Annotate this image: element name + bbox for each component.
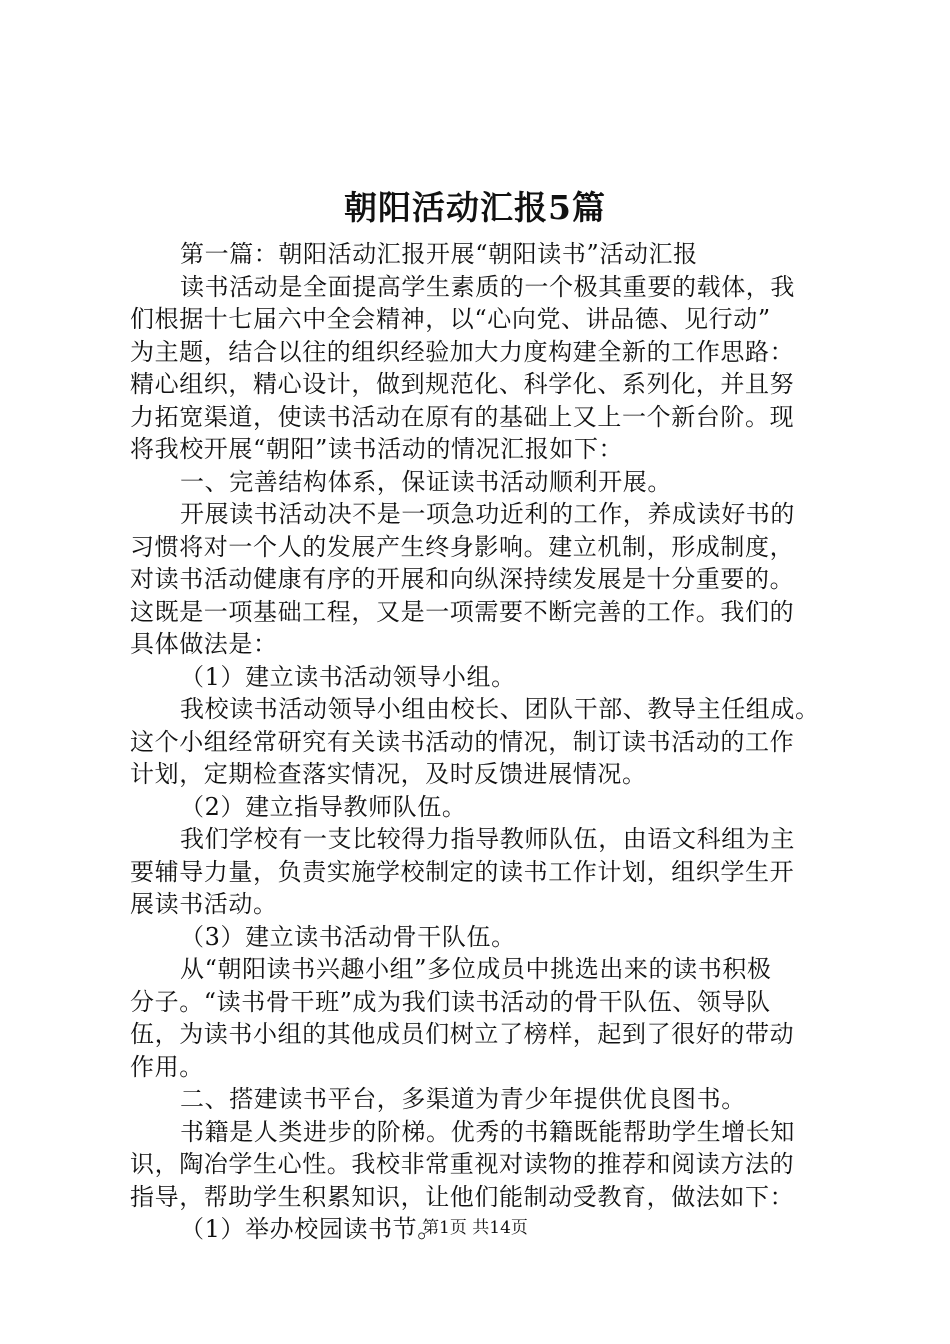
text-line: 二、搭建读书平台，多渠道为青少年提供优良图书。: [180, 1085, 746, 1113]
text-line: 将我校开展“朝阳”读书活动的情况汇报如下：: [130, 435, 624, 463]
text-line: 计划，定期检查落实情况，及时反馈进展情况。: [130, 760, 647, 788]
text-line: 要辅导力量，负责实施学校制定的读书工作计划，组织学生开: [130, 857, 795, 886]
text-line: 习惯将对一个人的发展产生终身影响。建立机制，形成制度，: [130, 532, 795, 561]
text-line: 对读书活动健康有序的开展和向纵深持续发展是十分重要的。: [130, 565, 795, 593]
text-line: 一、完善结构体系，保证读书活动顺利开展。: [180, 467, 672, 496]
document-body: [130, 238, 850, 1246]
page-footer: 第1页 共14页: [422, 1218, 528, 1238]
text-line: 作用。: [130, 1052, 204, 1081]
text-line: 分子。“读书骨干班”成为我们读书活动的骨干队伍、领导队: [130, 987, 771, 1016]
text-line: 精心组织，精心设计，做到规范化、科学化、系列化，并且努: [130, 370, 795, 398]
text-line: 具体做法是：: [130, 630, 278, 658]
text-line: 我们学校有一支比较得力指导教师队伍，由语文科组为主: [180, 825, 795, 853]
text-line: 们根据十七届六中全会精神，以“心向党、讲品德、见行动”: [130, 305, 771, 333]
text-line: 识，陶冶学生心性。我校非常重视对读物的推荐和阅读方法的: [130, 1150, 795, 1178]
text-line: 书籍是人类进步的阶梯。优秀的书籍既能帮助学生增长知: [180, 1117, 795, 1146]
text-line: 展读书活动。: [130, 890, 278, 918]
text-line: 这个小组经常研究有关读书活动的情况，制订读书活动的工作: [130, 727, 795, 756]
text-line: （1）举办校园读书节。: [180, 1215, 442, 1243]
text-line: 第一篇：朝阳活动汇报开展“朝阳读书”活动汇报: [180, 240, 698, 268]
text-line: 力拓宽渠道，使读书活动在原有的基础上又上一个新台阶。现: [130, 402, 795, 431]
text-line: 从“朝阳读书兴趣小组”多位成员中挑选出来的读书积极: [180, 955, 772, 983]
text-line: 开展读书活动决不是一项急功近利的工作，养成读好书的: [180, 500, 795, 528]
text-line: 伍，为读书小组的其他成员们树立了榜样，起到了很好的带动: [130, 1020, 795, 1048]
text-line: 读书活动是全面提高学生素质的一个极其重要的载体，我: [180, 272, 795, 301]
text-line: （2）建立指导教师队伍。: [180, 792, 467, 821]
text-line: 这既是一项基础工程，又是一项需要不断完善的工作。我们的: [130, 597, 795, 626]
text-line: 我校读书活动领导小组由校长、团队干部、教导主任组成。: [180, 695, 820, 723]
text-line: （1）建立读书活动领导小组。: [180, 662, 516, 691]
text-line: 为主题，结合以往的组织经验加大力度构建全新的工作思路：: [130, 337, 795, 366]
text-line: （3）建立读书活动骨干队伍。: [180, 922, 516, 951]
text-line: 指导，帮助学生积累知识，让他们能制动受教育，做法如下：: [130, 1182, 795, 1211]
document-title: 朝阳活动汇报5篇: [344, 188, 606, 227]
